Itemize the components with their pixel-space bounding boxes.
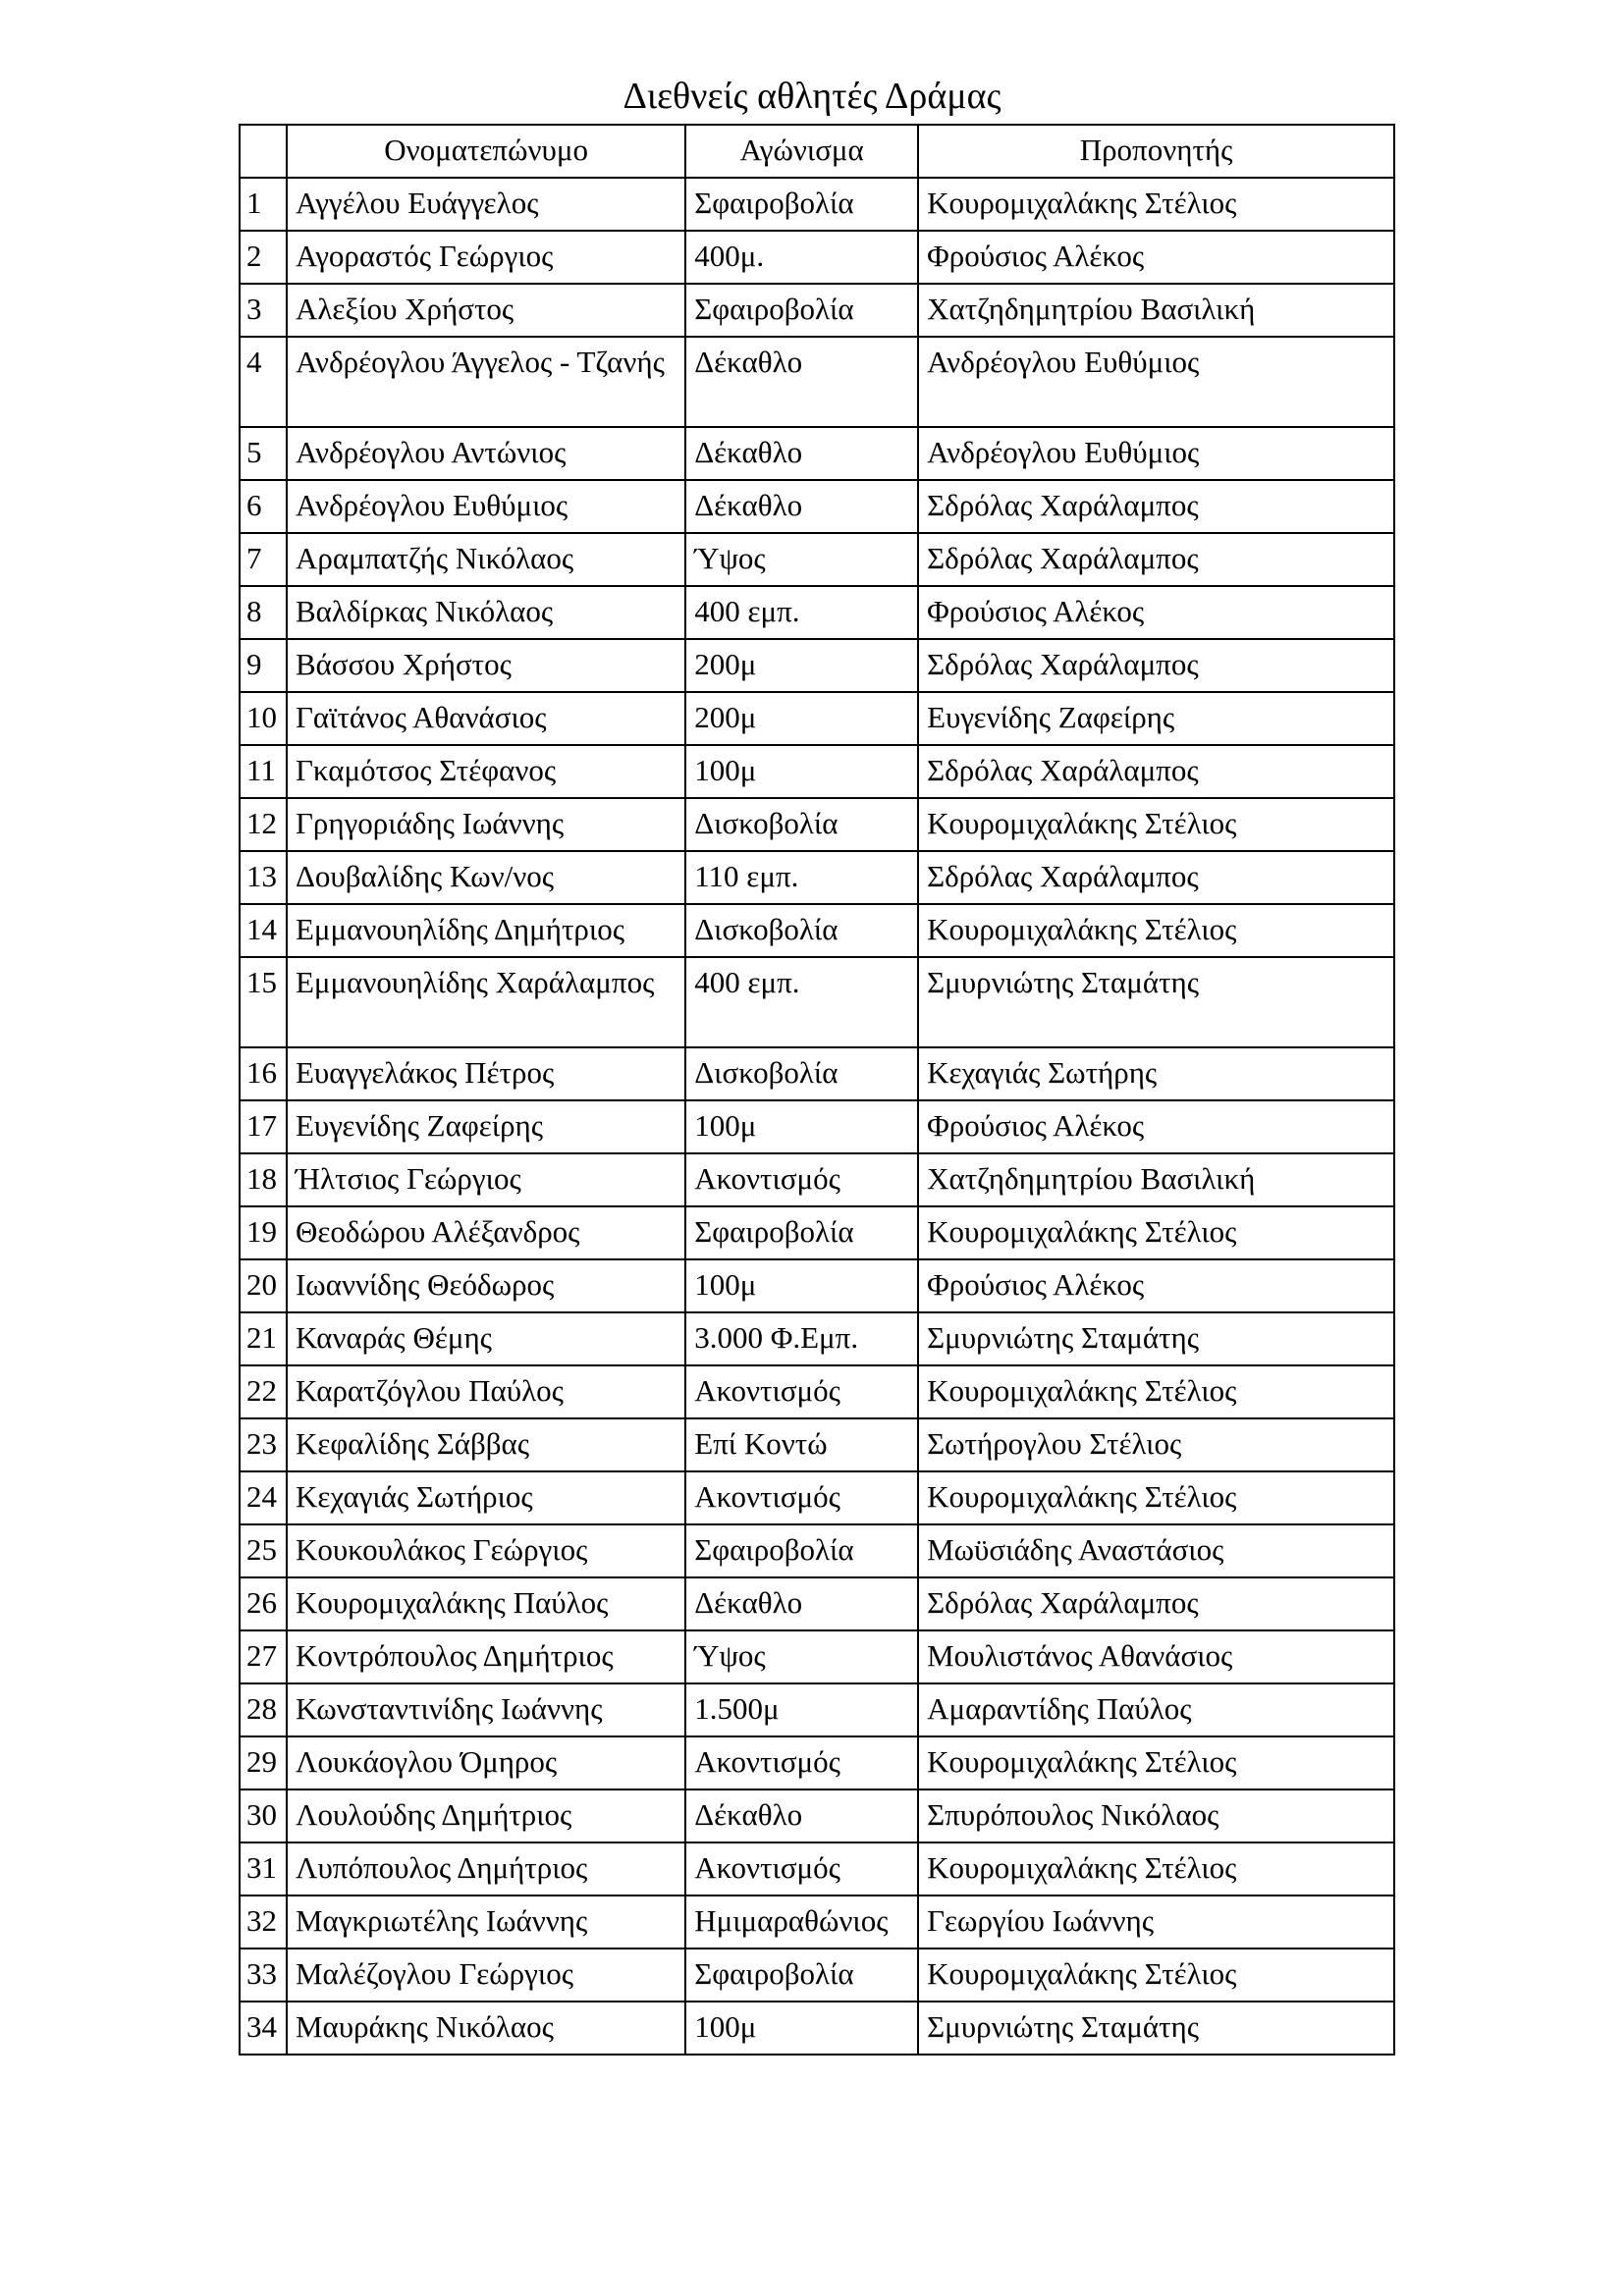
event-cell: Ύψος (685, 1630, 918, 1683)
coach-cell: Σδρόλας Χαράλαμπος (918, 480, 1394, 533)
coach-cell: Κουρομιχαλάκης Στέλιος (918, 1471, 1394, 1524)
row-number-cell: 17 (240, 1100, 287, 1153)
event-cell: 100μ (685, 1259, 918, 1312)
table-row (240, 2002, 1394, 2055)
coach-cell: Σδρόλας Χαράλαμπος (918, 639, 1394, 692)
row-number-cell: 23 (240, 1418, 287, 1471)
coach-cell: Κουρομιχαλάκης Στέλιος (918, 798, 1394, 851)
coach-cell: Κουρομιχαλάκης Στέλιος (918, 1842, 1394, 1896)
event-cell: Δέκαθλο (685, 337, 918, 427)
athlete-name-cell: Ανδρέογλου Ευθύμιος (287, 480, 685, 533)
athlete-name-cell: Βαλδίρκας Νικόλαος (287, 586, 685, 639)
athlete-name-cell: Κωνσταντινίδης Ιωάννης (287, 1683, 685, 1736)
athlete-name-cell: Κοντρόπουλος Δημήτριος (287, 1630, 685, 1683)
event-cell: Σφαιροβολία (685, 1206, 918, 1259)
athlete-name-cell: Αγγέλου Ευάγγελος (287, 178, 685, 231)
athlete-name-cell: Ανδρέογλου Άγγελος - Τζανής (287, 337, 685, 427)
coach-cell: Σωτήρογλου Στέλιος (918, 1418, 1394, 1471)
table-row (240, 1312, 1394, 1365)
coach-cell: Κουρομιχαλάκης Στέλιος (918, 904, 1394, 957)
row-number-cell: 13 (240, 851, 287, 904)
athlete-name-cell: Κεφαλίδης Σάββας (287, 1418, 685, 1471)
athlete-name-cell: Κουρομιχαλάκης Παύλος (287, 1577, 685, 1630)
row-number-cell: 9 (240, 639, 287, 692)
table-row (240, 1471, 1394, 1524)
row-number-cell: 31 (240, 1842, 287, 1896)
header-event: Αγώνισμα (685, 125, 918, 178)
row-number-cell: 21 (240, 1312, 287, 1365)
coach-cell: Σδρόλας Χαράλαμπος (918, 533, 1394, 586)
table-header-row (240, 125, 1394, 178)
row-number-cell: 3 (240, 284, 287, 337)
row-number-cell: 33 (240, 1949, 287, 2002)
row-number-cell: 6 (240, 480, 287, 533)
event-cell: Ακοντισμός (685, 1471, 918, 1524)
table-row (240, 692, 1394, 745)
row-number-cell: 29 (240, 1736, 287, 1789)
event-cell: Ύψος (685, 533, 918, 586)
row-number-cell: 16 (240, 1047, 287, 1100)
athlete-name-cell: Ευαγγελάκος Πέτρος (287, 1047, 685, 1100)
coach-cell: Φρούσιος Αλέκος (918, 586, 1394, 639)
event-cell: 400 εμπ. (685, 586, 918, 639)
event-cell: 400μ. (685, 231, 918, 284)
table-row (240, 851, 1394, 904)
athlete-name-cell: Λουκάογλου Όμηρος (287, 1736, 685, 1789)
row-number-cell: 32 (240, 1896, 287, 1949)
event-cell: Δισκοβολία (685, 798, 918, 851)
coach-cell: Σμυρνιώτης Σταμάτης (918, 1312, 1394, 1365)
event-cell: Σφαιροβολία (685, 1524, 918, 1577)
event-cell: 200μ (685, 692, 918, 745)
coach-cell: Φρούσιος Αλέκος (918, 1100, 1394, 1153)
row-number-cell: 12 (240, 798, 287, 851)
event-cell: 1.500μ (685, 1683, 918, 1736)
table-row (240, 480, 1394, 533)
table-row (240, 1577, 1394, 1630)
coach-cell: Γεωργίου Ιωάννης (918, 1896, 1394, 1949)
athlete-name-cell: Γρηγοριάδης Ιωάννης (287, 798, 685, 851)
table-row (240, 1206, 1394, 1259)
table-row (240, 1789, 1394, 1842)
table-row (240, 1153, 1394, 1206)
athlete-name-cell: Βάσσου Χρήστος (287, 639, 685, 692)
athlete-name-cell: Αραμπατζής Νικόλαος (287, 533, 685, 586)
event-cell: Δισκοβολία (685, 1047, 918, 1100)
table-row (240, 745, 1394, 798)
coach-cell: Μουλιστάνος Αθανάσιος (918, 1630, 1394, 1683)
row-number-cell: 30 (240, 1789, 287, 1842)
event-cell: Δέκαθλο (685, 480, 918, 533)
table-row (240, 427, 1394, 480)
event-cell: Δισκοβολία (685, 904, 918, 957)
event-cell: 100μ (685, 1100, 918, 1153)
row-number-cell: 4 (240, 337, 287, 427)
event-cell: Δέκαθλο (685, 427, 918, 480)
event-cell: 400 εμπ. (685, 957, 918, 1047)
event-cell: Ημιμαραθώνιος (685, 1896, 918, 1949)
event-cell: Επί Κοντώ (685, 1418, 918, 1471)
row-number-cell: 20 (240, 1259, 287, 1312)
athlete-name-cell: Ήλτσιος Γεώργιος (287, 1153, 685, 1206)
table-row (240, 1842, 1394, 1896)
event-cell: Ακοντισμός (685, 1365, 918, 1418)
coach-cell: Κουρομιχαλάκης Στέλιος (918, 1736, 1394, 1789)
athlete-name-cell: Αλεξίου Χρήστος (287, 284, 685, 337)
athlete-name-cell: Λουλούδης Δημήτριος (287, 1789, 685, 1842)
table-row (240, 1896, 1394, 1949)
row-number-cell: 11 (240, 745, 287, 798)
event-cell: 100μ (685, 745, 918, 798)
event-cell: 200μ (685, 639, 918, 692)
row-number-cell: 19 (240, 1206, 287, 1259)
coach-cell: Σδρόλας Χαράλαμπος (918, 745, 1394, 798)
coach-cell: Ανδρέογλου Ευθύμιος (918, 337, 1394, 427)
athlete-name-cell: Κουκουλάκος Γεώργιος (287, 1524, 685, 1577)
coach-cell: Ανδρέογλου Ευθύμιος (918, 427, 1394, 480)
event-cell: Δέκαθλο (685, 1789, 918, 1842)
table-row (240, 1047, 1394, 1100)
athlete-name-cell: Γκαμότσος Στέφανος (287, 745, 685, 798)
row-number-cell: 18 (240, 1153, 287, 1206)
athlete-name-cell: Μαγκριωτέλης Ιωάννης (287, 1896, 685, 1949)
row-number-cell: 5 (240, 427, 287, 480)
table-row (240, 798, 1394, 851)
athlete-name-cell: Γαϊτάνος Αθανάσιος (287, 692, 685, 745)
coach-cell: Χατζηδημητρίου Βασιλική (918, 1153, 1394, 1206)
event-cell: Ακοντισμός (685, 1736, 918, 1789)
event-cell: Ακοντισμός (685, 1153, 918, 1206)
table-row (240, 1259, 1394, 1312)
row-number-cell: 14 (240, 904, 287, 957)
coach-cell: Σμυρνιώτης Σταμάτης (918, 957, 1394, 1047)
event-cell: Σφαιροβολία (685, 178, 918, 231)
athlete-name-cell: Εμμανουηλίδης Δημήτριος (287, 904, 685, 957)
table-row (240, 904, 1394, 957)
athlete-name-cell: Καναράς Θέμης (287, 1312, 685, 1365)
table-row (240, 1418, 1394, 1471)
row-number-cell: 15 (240, 957, 287, 1047)
event-cell: 3.000 Φ.Εμπ. (685, 1312, 918, 1365)
athlete-name-cell: Καρατζόγλου Παύλος (287, 1365, 685, 1418)
athlete-name-cell: Δουβαλίδης Κων/νος (287, 851, 685, 904)
event-cell: Δέκαθλο (685, 1577, 918, 1630)
athlete-name-cell: Ευγενίδης Ζαφείρης (287, 1100, 685, 1153)
coach-cell: Ευγενίδης Ζαφείρης (918, 692, 1394, 745)
table-row (240, 231, 1394, 284)
row-number-cell: 25 (240, 1524, 287, 1577)
coach-cell: Σμυρνιώτης Σταμάτης (918, 2002, 1394, 2055)
coach-cell: Κουρομιχαλάκης Στέλιος (918, 178, 1394, 231)
table-row (240, 533, 1394, 586)
event-cell: 100μ (685, 2002, 918, 2055)
coach-cell: Αμαραντίδης Παύλος (918, 1683, 1394, 1736)
table-row (240, 957, 1394, 1047)
table-row (240, 639, 1394, 692)
athlete-name-cell: Αγοραστός Γεώργιος (287, 231, 685, 284)
table-row (240, 1949, 1394, 2002)
coach-cell: Μωϋσιάδης Αναστάσιος (918, 1524, 1394, 1577)
athlete-name-cell: Μαυράκης Νικόλαος (287, 2002, 685, 2055)
row-number-cell: 27 (240, 1630, 287, 1683)
coach-cell: Φρούσιος Αλέκος (918, 1259, 1394, 1312)
athlete-name-cell: Εμμανουηλίδης Χαράλαμπος (287, 957, 685, 1047)
table-row (240, 1630, 1394, 1683)
page-title: Διεθνείς αθλητές Δράμας (623, 76, 1001, 117)
athlete-name-cell: Ανδρέογλου Αντώνιος (287, 427, 685, 480)
event-cell: 110 εμπ. (685, 851, 918, 904)
header-coach: Προπονητής (918, 125, 1394, 178)
table-row (240, 178, 1394, 231)
athlete-name-cell: Κεχαγιάς Σωτήριος (287, 1471, 685, 1524)
table-row (240, 586, 1394, 639)
row-number-cell: 34 (240, 2002, 287, 2055)
row-number-cell: 22 (240, 1365, 287, 1418)
row-number-cell: 24 (240, 1471, 287, 1524)
table-body (240, 178, 1394, 2055)
athletes-table (239, 124, 1395, 2056)
header-name: Ονοματεπώνυμο (287, 125, 685, 178)
table-row (240, 1736, 1394, 1789)
event-cell: Σφαιροβολία (685, 1949, 918, 2002)
coach-cell: Κουρομιχαλάκης Στέλιος (918, 1949, 1394, 2002)
event-cell: Ακοντισμός (685, 1842, 918, 1896)
row-number-cell: 2 (240, 231, 287, 284)
athlete-name-cell: Μαλέζογλου Γεώργιος (287, 1949, 685, 2002)
coach-cell: Σδρόλας Χαράλαμπος (918, 1577, 1394, 1630)
table-row (240, 1683, 1394, 1736)
row-number-cell: 1 (240, 178, 287, 231)
coach-cell: Κεχαγιάς Σωτήρης (918, 1047, 1394, 1100)
header-number (240, 125, 287, 178)
row-number-cell: 8 (240, 586, 287, 639)
coach-cell: Χατζηδημητρίου Βασιλική (918, 284, 1394, 337)
event-cell: Σφαιροβολία (685, 284, 918, 337)
table-row (240, 1524, 1394, 1577)
athlete-name-cell: Ιωαννίδης Θεόδωρος (287, 1259, 685, 1312)
table-row (240, 1365, 1394, 1418)
row-number-cell: 7 (240, 533, 287, 586)
row-number-cell: 10 (240, 692, 287, 745)
row-number-cell: 28 (240, 1683, 287, 1736)
athlete-name-cell: Θεοδώρου Αλέξανδρος (287, 1206, 685, 1259)
row-number-cell: 26 (240, 1577, 287, 1630)
coach-cell: Φρούσιος Αλέκος (918, 231, 1394, 284)
coach-cell: Σδρόλας Χαράλαμπος (918, 851, 1394, 904)
table-row (240, 337, 1394, 427)
athlete-name-cell: Λυπόπουλος Δημήτριος (287, 1842, 685, 1896)
table-row (240, 1100, 1394, 1153)
coach-cell: Κουρομιχαλάκης Στέλιος (918, 1365, 1394, 1418)
coach-cell: Κουρομιχαλάκης Στέλιος (918, 1206, 1394, 1259)
coach-cell: Σπυρόπουλος Νικόλαος (918, 1789, 1394, 1842)
table-row (240, 284, 1394, 337)
